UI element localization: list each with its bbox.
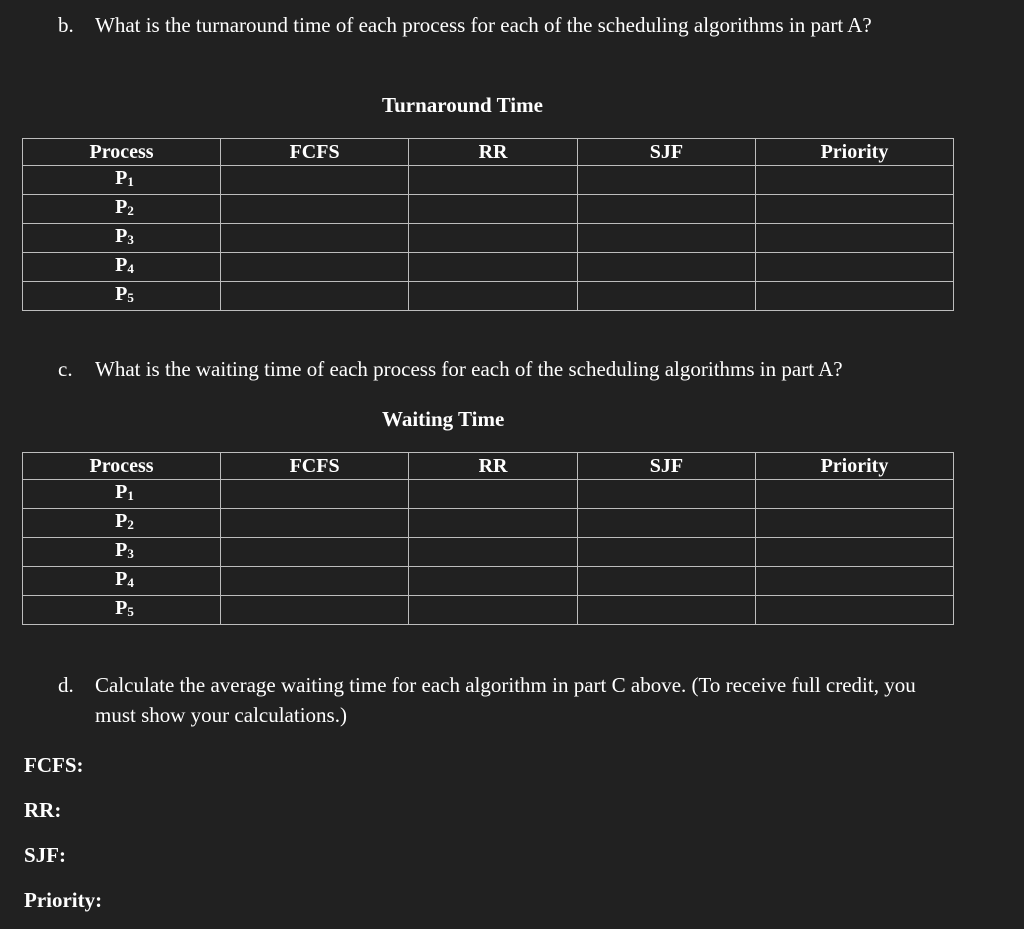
process-cell: $P_4$ [23, 253, 221, 282]
fcfs-cell[interactable] [221, 253, 409, 282]
rr-cell[interactable] [409, 509, 578, 538]
waiting-col-rr: RR [409, 453, 578, 480]
process-cell: $P_3$ [23, 224, 221, 253]
rr-cell[interactable] [409, 596, 578, 625]
sjf-cell[interactable] [577, 596, 755, 625]
fcfs-cell[interactable] [221, 567, 409, 596]
fcfs-cell[interactable] [221, 480, 409, 509]
rr-cell[interactable] [409, 166, 578, 195]
waiting-col-sjf: SJF [577, 453, 755, 480]
turnaround-col-process: Process [23, 139, 221, 166]
question-d [58, 670, 938, 730]
sjf-cell[interactable] [577, 567, 755, 596]
answer-fcfs-label: FCFS: [24, 753, 84, 777]
answer-sjf-label: SJF: [24, 843, 66, 867]
process-cell: $P_2$ [23, 509, 221, 538]
process-cell: $P_4$ [23, 567, 221, 596]
priority-cell[interactable] [755, 480, 953, 509]
table-row [23, 480, 954, 509]
rr-cell[interactable] [409, 567, 578, 596]
waiting-table [22, 452, 954, 625]
waiting-col-process: Process [23, 453, 221, 480]
sjf-cell[interactable] [577, 166, 755, 195]
waiting-col-fcfs: FCFS [221, 453, 409, 480]
turnaround-table-title: Turnaround Time [382, 93, 543, 117]
waiting-col-priority: Priority [755, 453, 953, 480]
turnaround-col-sjf: SJF [577, 139, 755, 166]
process-cell: $P_3$ [23, 538, 221, 567]
priority-cell[interactable] [755, 509, 953, 538]
priority-cell[interactable] [755, 282, 953, 311]
priority-cell[interactable] [755, 224, 953, 253]
question-b-text: What is the turnaround time of each process for each of the scheduling algorithms in part A? [95, 13, 872, 37]
sjf-cell[interactable] [577, 253, 755, 282]
question-b [58, 10, 958, 40]
turnaround-col-fcfs: FCFS [221, 139, 409, 166]
answer-rr-label: RR: [24, 798, 62, 822]
table-row [23, 282, 954, 311]
question-c [58, 354, 978, 384]
table-row [23, 166, 954, 195]
turnaround-table [22, 138, 954, 311]
question-d-text: Calculate the average waiting time for each algorithm in part C above. (To receive full credit, you must show your calculations.) [95, 673, 916, 727]
fcfs-cell[interactable] [221, 538, 409, 567]
waiting-table-title: Waiting Time [382, 407, 505, 431]
sjf-cell[interactable] [577, 480, 755, 509]
question-b-marker: b. [58, 13, 74, 37]
sjf-cell[interactable] [577, 195, 755, 224]
sjf-cell[interactable] [577, 224, 755, 253]
turnaround-header-row [23, 139, 954, 166]
table-row [23, 509, 954, 538]
priority-cell[interactable] [755, 253, 953, 282]
priority-cell[interactable] [755, 567, 953, 596]
waiting-header-row [23, 453, 954, 480]
question-d-marker: d. [58, 673, 74, 697]
rr-cell[interactable] [409, 480, 578, 509]
priority-cell[interactable] [755, 538, 953, 567]
process-cell: $P_2$ [23, 195, 221, 224]
fcfs-cell[interactable] [221, 166, 409, 195]
fcfs-cell[interactable] [221, 596, 409, 625]
sjf-cell[interactable] [577, 538, 755, 567]
table-row [23, 253, 954, 282]
fcfs-cell[interactable] [221, 195, 409, 224]
answer-priority-label: Priority: [24, 888, 103, 912]
rr-cell[interactable] [409, 253, 578, 282]
fcfs-cell[interactable] [221, 282, 409, 311]
process-cell: $P_5$ [23, 596, 221, 625]
table-row [23, 567, 954, 596]
table-row [23, 224, 954, 253]
fcfs-cell[interactable] [221, 224, 409, 253]
priority-cell[interactable] [755, 596, 953, 625]
process-cell: $P_5$ [23, 282, 221, 311]
turnaround-col-priority: Priority [755, 139, 953, 166]
fcfs-cell[interactable] [221, 509, 409, 538]
rr-cell[interactable] [409, 195, 578, 224]
priority-cell[interactable] [755, 166, 953, 195]
process-cell: $P_1$ [23, 480, 221, 509]
rr-cell[interactable] [409, 224, 578, 253]
turnaround-col-rr: RR [409, 139, 578, 166]
question-c-text: What is the waiting time of each process for each of the scheduling algorithms in part A? [95, 357, 843, 381]
table-row [23, 538, 954, 567]
process-cell: $P_1$ [23, 166, 221, 195]
table-row [23, 596, 954, 625]
sjf-cell[interactable] [577, 282, 755, 311]
rr-cell[interactable] [409, 282, 578, 311]
table-row [23, 195, 954, 224]
rr-cell[interactable] [409, 538, 578, 567]
sjf-cell[interactable] [577, 509, 755, 538]
question-c-marker: c. [58, 357, 73, 381]
priority-cell[interactable] [755, 195, 953, 224]
